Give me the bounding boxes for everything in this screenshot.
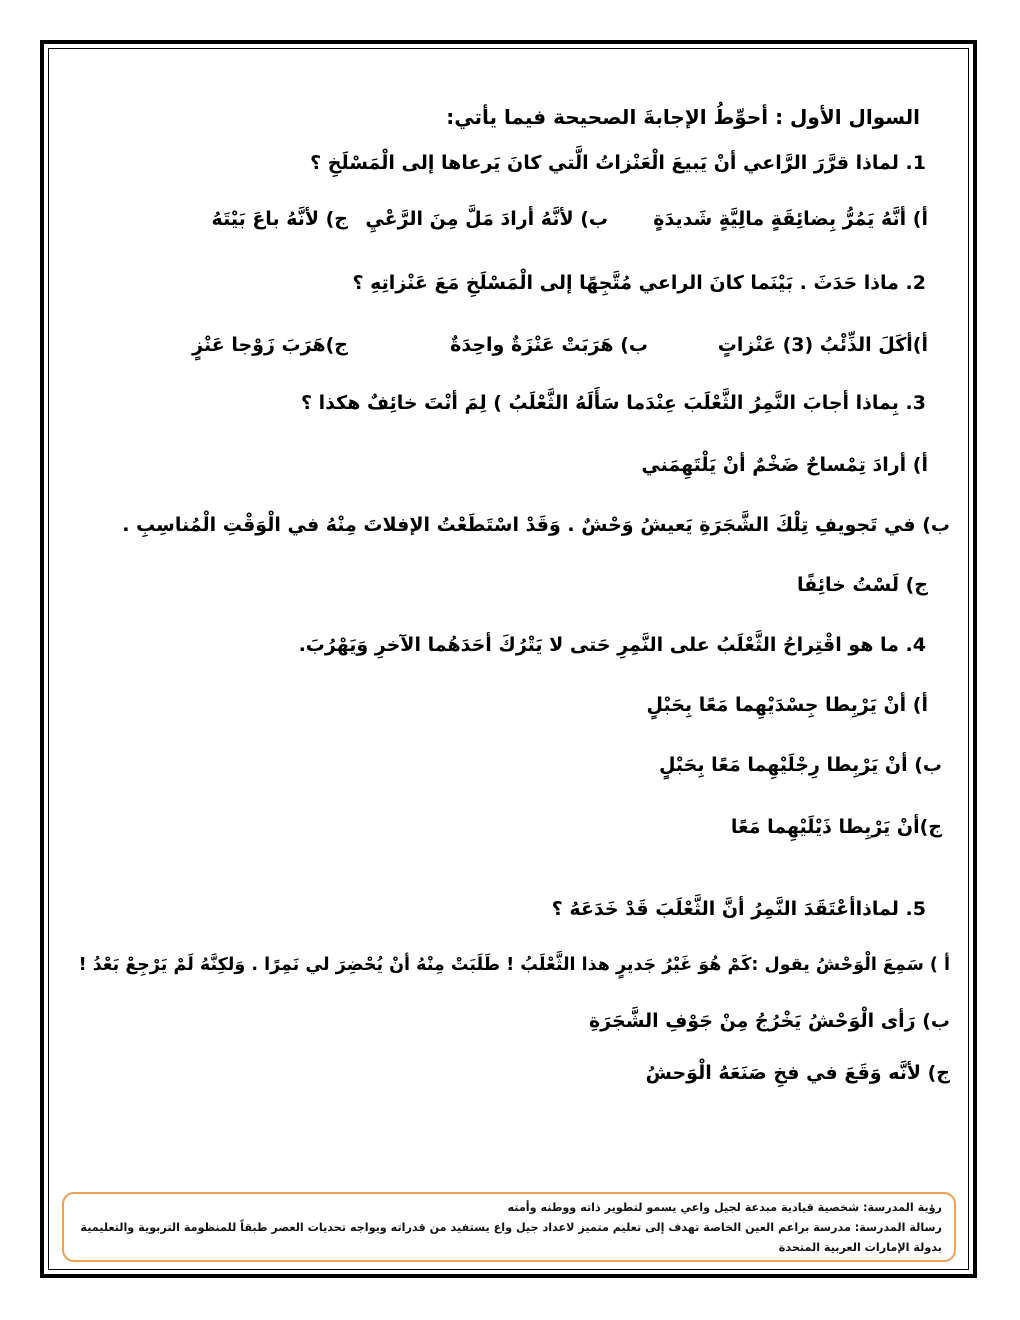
question-1-option-c[interactable]: ج) لأنَّهُ باعَ بَيْتَهُ	[211, 208, 348, 230]
question-2-option-b[interactable]: ب) هَرَبَتْ عَنْزَةٌ واحِدَةٌ	[450, 334, 648, 356]
question-3: 3. بِماذا أجابَ النَّمِرُ الثَّعْلَبَ عِنْدَما سَأَلَهُ الثَّعْلَبُ ) لِمَ أنْتَ خائِفٌ هكذا ؟	[301, 392, 926, 414]
question-3-option-b[interactable]: ب) في تَجويفِ تِلْكَ الشَّجَرَةِ يَعيشُ وَحْشٌ . وَقَدْ اسْتَطَعْتُ الإفلاتَ مِنْهُ في الْوَقْتِ الْمُناسِبِ .	[122, 514, 950, 536]
question-1-option-b[interactable]: ب) لأنَّهُ أرادَ مَلَّ مِنَ الرَّعْيِ	[365, 208, 608, 230]
question-2-options	[80, 330, 928, 360]
question-2: 2. ماذا حَدَثَ . بَيْنَما كانَ الراعي مُتَّجِهًا إلى الْمَسْلَخِ مَعَ عَنْزاتِهِ ؟	[352, 272, 926, 294]
school-vision: رؤية المدرسة: شخصية قيادية مبدعة لجيل واعي يسمو لتطوير ذاته ووطنه وأمته	[507, 1201, 942, 1214]
question-4-option-c[interactable]: ج)أنْ يَرْبِطا ذَيْلَيْهِما مَعًا	[730, 816, 942, 838]
question-2-option-c[interactable]: ج)هَرَبَ زَوْجا عَنْزٍ	[192, 334, 348, 356]
question-4-option-b[interactable]: ب) أنْ يَرْبِطا رِجْلَيْهِما مَعًا بِحَبْلٍ	[658, 754, 942, 776]
question-1-options	[80, 204, 928, 234]
question-1-option-a[interactable]: أ) أنَّهُ يَمُرُّ بِضائِقَةٍ مالِيَّةٍ شَديدَةٍ	[653, 208, 928, 230]
question-2-option-a[interactable]: أ)أكَلَ الذِّئْبُ (3) عَنْزاتٍ	[717, 334, 928, 356]
section-title: السوال الأول : أحوِّطُ الإجابةَ الصحيحة فيما يأتي:	[446, 105, 920, 129]
question-5-option-b[interactable]: ب) رَأى الْوَحْشُ يَخْرُجُ مِنْ جَوْفِ الشَّجَرَةِ	[588, 1010, 950, 1032]
school-info-box	[62, 1192, 956, 1262]
school-mission: رسالة المدرسة: مدرسة براعم العين الخاصة تهدف إلى تعليم متميز لاعداد جيل واع يستفيد من قدراته ويواجه تحديات العصر طبقاً للمنظومة التربوية والتعليمية بدولة الإمارات العربية المتحدة	[80, 1221, 942, 1254]
question-5-option-c[interactable]: ج) لأنَّه وَقَعَ في فخِ صَنَعَهُ الْوَحشُ	[645, 1062, 950, 1084]
question-3-option-a[interactable]: أ) أرادَ تِمْساحٌ ضَخْمٌ أنْ يَلْتَهِمَني	[641, 454, 928, 476]
question-4: 4. ما هو اقْتِراحُ الثَّعْلَبُ على النَّمِرِ حَتى لا يَتْرُكَ أحَدَهُما الآخرِ وَيَهْرُبَ.	[298, 634, 926, 656]
question-5-option-a[interactable]: أ ) سَمِعَ الْوَحْشُ يقول :كَمْ هُوَ غَيْرُ جَديرٍ هذا الثَّعْلَبُ ! طَلَبَتْ مِنْهُ أنْ يُحْضِرَ لي نَمِرًا . وَلكِنَّهُ لَمْ يَرْجِعْ بَعْدُ !	[78, 955, 950, 975]
question-4-option-a[interactable]: أ) أنْ يَرْبِطا جِسْدَيْهِما مَعًا بِحَبْلٍ	[646, 694, 928, 716]
question-1: 1. لماذا قرَّرَ الرَّاعي أنْ يَبيعَ الْعَنْزاتُ الَّتي كانَ يَرعاها إلى الْمَسْلَخِ ؟	[310, 152, 926, 174]
question-5: 5. لماذاأعْتَقَدَ النَّمِرُ أنَّ الثَّعْلَبَ قَدْ خَدَعَهُ ؟	[551, 898, 926, 920]
question-3-option-c[interactable]: ج) لَسْتُ خائِفًا	[797, 574, 928, 596]
